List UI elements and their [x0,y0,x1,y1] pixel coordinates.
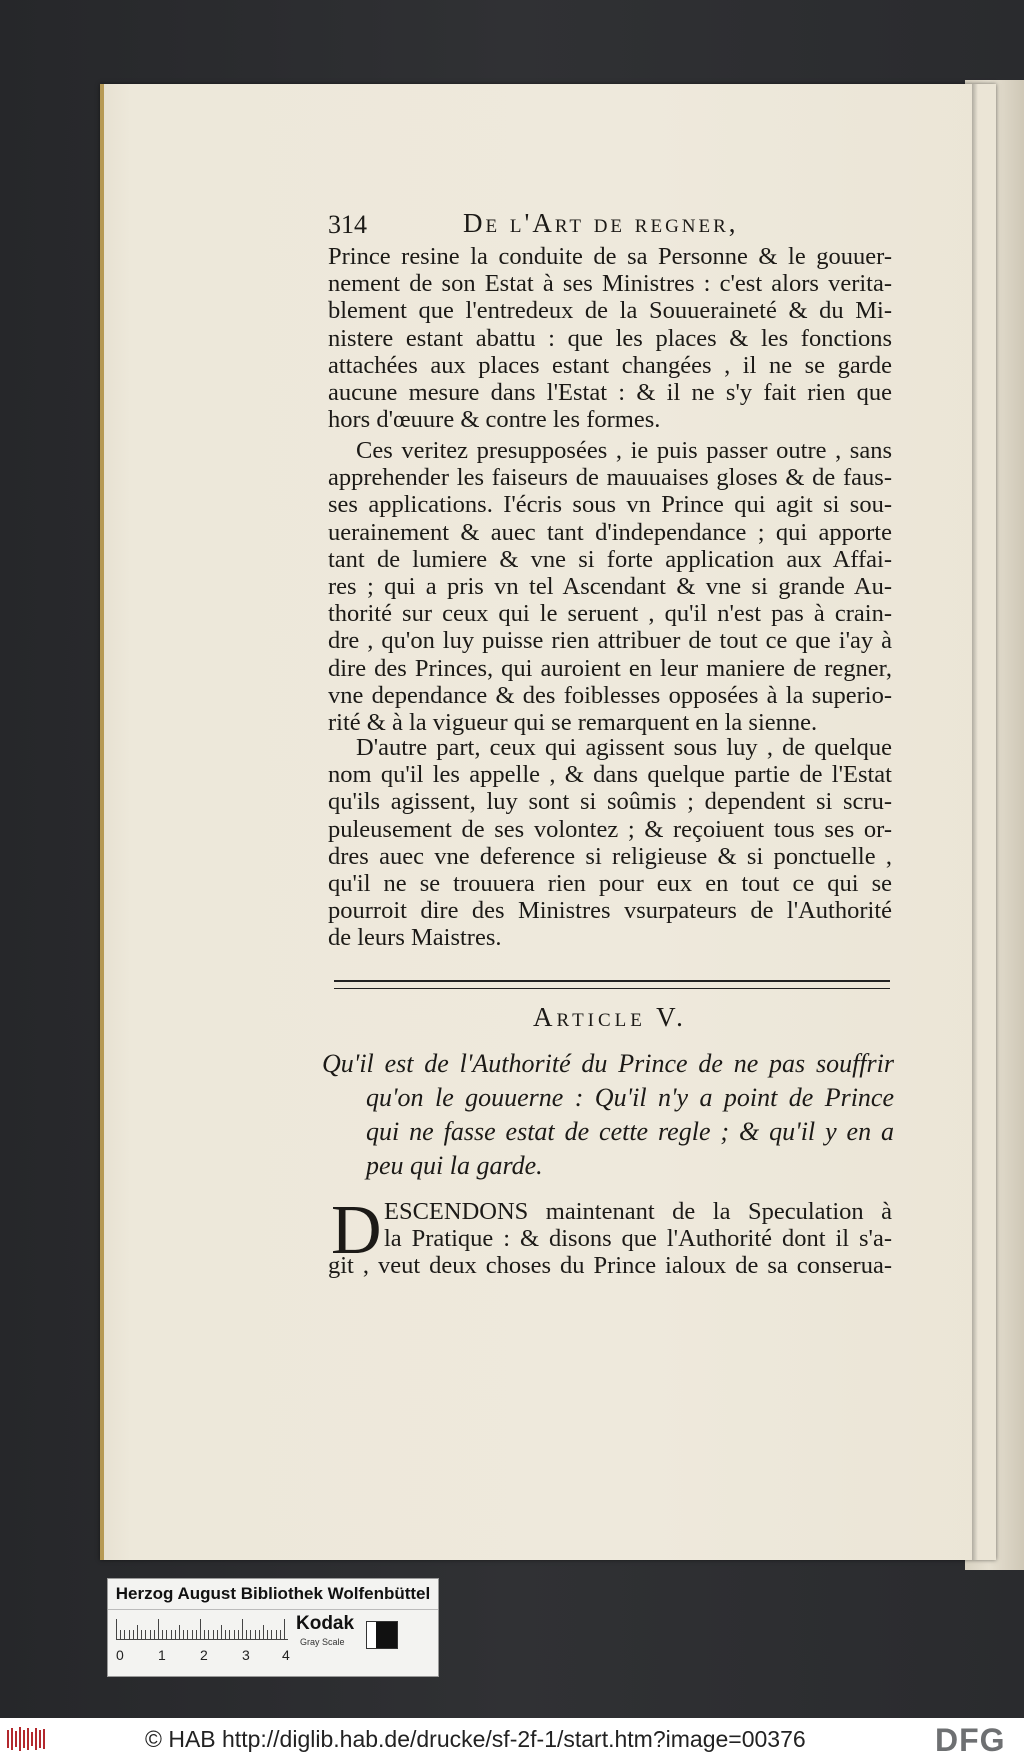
gutter-shadow [972,84,978,1560]
footer-bar [0,1718,1024,1759]
page-number: 314 [328,210,367,239]
text-line: dres auec vne deference si religieuse & si ponctuelle , [328,842,892,870]
drop-cap: D [331,1192,382,1269]
ruler-tick [217,1630,218,1639]
summary-line: qu'on le gouuerne : Qu'il n'y a point de Prince [366,1083,894,1112]
ruler-tick [271,1630,272,1639]
text-line: vne dependance & des foiblesses opposées à la superio- [328,681,892,709]
text-line: git , veut deux choses du Prince ialoux de sa conserua- [328,1252,892,1280]
ruler-number: 1 [158,1647,166,1663]
text-line: qu'ils agissent, luy sont si soûmis ; dependent si scru- [328,788,892,816]
text-line: Ces veritez presupposées , ie puis passer outre , sans [356,437,892,464]
ruler-tick [129,1630,130,1639]
ruler-tick [221,1625,222,1639]
ruler-tick [213,1630,214,1639]
calibration-card [107,1578,439,1677]
ruler-tick [204,1630,205,1639]
ruler-tick [229,1630,230,1639]
ruler-tick [234,1630,235,1639]
ruler-tick [259,1630,260,1639]
ruler-tick [200,1619,201,1639]
gray-swatch [366,1621,398,1649]
text-line: tant de lumiere & vne si forte application aux Affai- [328,545,892,573]
ruler-tick [175,1630,176,1639]
ruler-tick [280,1630,281,1639]
ruler-tick [154,1630,155,1639]
text-line: res ; qui a pris vn tel Ascendant & vne si grande Au- [328,572,892,600]
ruler-tick [250,1630,251,1639]
ruler-tick [120,1630,121,1639]
ruler-tick [242,1619,243,1639]
ruler-tick [284,1619,285,1639]
ruler-number: 0 [116,1647,124,1663]
text-line: qu'il ne se trouuera rien pour eux en tout ce qui se [328,869,892,897]
running-head [328,208,892,244]
text-line: puleusement de ses volontez ; & reçoiuent tous ses or- [328,815,892,843]
ruler-tick [183,1630,184,1639]
text-line: blement que l'entredeux de la Souueraineté & du Mi- [328,297,892,325]
ruler-tick [276,1630,277,1639]
running-title: De l'Art de regner, [463,208,739,238]
ruler-tick [208,1630,209,1639]
ruler-tick [141,1630,142,1639]
text-line: la Pratique : & disons que l'Authorité dont il s'a- [384,1225,892,1253]
ruler-tick [137,1625,138,1639]
text-line: aucune mesure dans l'Estat : & il ne s'y fait rien que [328,378,892,406]
paragraph-1 [328,243,892,433]
ruler-tick [124,1630,125,1639]
text-line: ses applications. I'écris sous vn Prince qui agit si sou- [328,491,892,519]
article-summary [322,1047,894,1183]
ruler-tick [150,1630,151,1639]
paragraph-3 [328,734,892,952]
card-title: Herzog August Bibliothek Wolfenbüttel [108,1579,438,1610]
ruler-tick [133,1630,134,1639]
text-line: dire des Princes, qui auroient en leur maniere de regner, [328,654,892,682]
text-line: nom qu'il les appelle , & dans quelque partie de l'Estat [328,761,892,789]
ruler-tick [225,1630,226,1639]
ruler-tick [116,1619,117,1639]
text-line: nistere estant abattu : que les places & les fonctions [328,324,892,352]
image-citation: © HAB http://diglib.hab.de/drucke/sf-2f-1/start.htm?image=00376 [145,1726,806,1752]
text-line: ESCENDONS maintenant de la Speculation à [384,1198,892,1225]
text-line: rité & à la vigueur qui se remarquent en la sienne. [328,708,818,736]
ruler-tick [255,1630,256,1639]
paragraph-2 [328,437,892,736]
ruler-tick [263,1625,264,1639]
text-line: hors d'œuure & contre les formes. [328,406,661,434]
text-line: dre , qu'on luy puisse rien attribuer de tout ce que i'ay à [328,627,892,655]
text-line: thorité sur ceux qui le seruent , qu'il n'est pas à crain- [328,600,892,628]
text-line: attachées aux places estant changées , il ne se garde [328,351,892,379]
kodak-brand: Kodak [296,1613,355,1634]
ruler-tick [267,1630,268,1639]
ruler-tick [187,1630,188,1639]
summary-line: Qu'il est de l'Authorité du Prince de ne pas souffrir [322,1049,894,1078]
text-line: D'autre part, ceux qui agissent sous luy , de quelque [356,734,892,761]
section-divider [334,980,890,989]
ruler-tick [246,1630,247,1639]
ruler-tick [145,1630,146,1639]
article-heading: Article V. [533,1002,687,1032]
hab-logo-icon [6,1726,46,1752]
ruler-tick [192,1630,193,1639]
paragraph-4 [328,1192,892,1280]
ruler-tick [171,1630,172,1639]
text-line: pourroit dire des Ministres vsurpateurs de l'Authorité [328,897,892,925]
ruler-number: 4 [282,1647,290,1663]
gray-scale-label: Gray Scale [300,1637,345,1647]
ruler-tick [179,1625,180,1639]
ruler-tick [162,1630,163,1639]
summary-line: peu qui la garde. [366,1151,543,1180]
ruler-tick [166,1630,167,1639]
text-line: Prince resine la conduite de sa Personne & le gouuer- [328,243,892,270]
ruler-tick [196,1630,197,1639]
text-line: nement de son Estat à ses Ministres : c'est alors verita- [328,270,892,298]
ruler-tick [158,1619,159,1639]
ruler-scale [116,1617,288,1640]
text-line: uerainement & auec tant d'independance ; qui apporte [328,518,892,546]
ruler-number: 2 [200,1647,208,1663]
ruler-number: 3 [242,1647,250,1663]
text-line: apprehender les faiseurs de mauuaises gloses & de faus- [328,464,892,492]
text-line: de leurs Maistres. [328,924,502,952]
summary-line: qui ne fasse estat de cette regle ; & qu'il y en a [366,1117,894,1146]
ruler-tick [238,1630,239,1639]
dfg-logo: DFG [935,1722,1006,1758]
